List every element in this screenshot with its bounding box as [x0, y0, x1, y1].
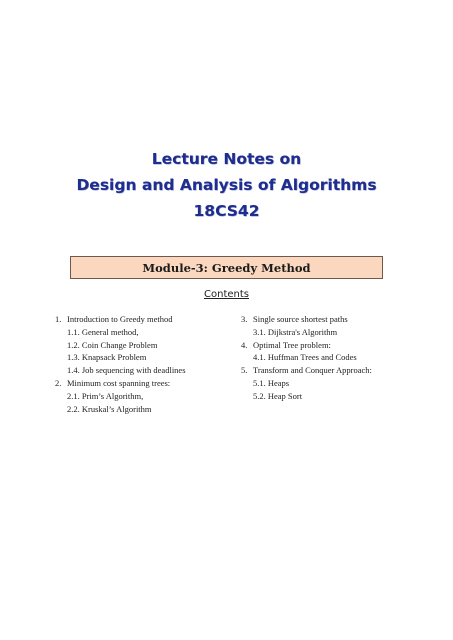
toc-subitem: 5.2. Heap Sort: [253, 390, 303, 401]
toc-item-number: 3.: [241, 314, 248, 324]
toc-item-text: Introduction to Greedy method: [67, 314, 173, 324]
toc-item: [241, 364, 411, 377]
toc-item-number: 4.: [241, 339, 248, 350]
toc-item-text: Optimal Tree problem:: [253, 339, 331, 350]
toc-item: [241, 339, 411, 352]
toc-item-text: Single source shortest paths: [253, 314, 348, 324]
toc-subitem: 5.1. Heaps: [253, 377, 290, 388]
title-line-course-name: Design and Analysis of Algorithms: [76, 176, 377, 194]
toc-subitem: 2.1. Prim’s Algorithm,: [67, 390, 144, 401]
toc-subitem: 1.2. Coin Change Problem: [67, 339, 158, 350]
toc-item: [55, 313, 230, 326]
title-line-lecture-notes: Lecture Notes on: [151, 150, 302, 168]
toc-item-text: Transform and Conquer Approach:: [253, 365, 372, 376]
document-title: [0, 146, 453, 224]
toc-item: [241, 313, 411, 326]
toc-item-text: Minimum cost spanning trees:: [67, 377, 171, 388]
toc-item-number: 5.: [241, 365, 248, 376]
toc-item-number: 1.: [55, 314, 62, 324]
contents-heading: Contents: [204, 289, 249, 300]
toc-subitem: 1.4. Job sequencing with deadlines: [67, 365, 186, 376]
toc-subitem: 1.3. Knapsack Problem: [67, 352, 147, 363]
toc-left-column: [55, 313, 230, 415]
title-line-course-code: 18CS42: [193, 202, 260, 220]
toc-subitem: 2.2. Kruskal’s Algorithm: [67, 403, 152, 414]
toc-subitem: 1.1. General method,: [67, 326, 139, 337]
toc-right-column: [241, 313, 411, 403]
toc-item-number: 2.: [55, 377, 62, 388]
module-banner: [70, 256, 383, 279]
toc-subitem: 3.1. Dijkstra's Algorithm: [253, 326, 338, 337]
toc-item: [55, 377, 230, 390]
toc-subitem: 4.1. Huffman Trees and Codes: [253, 352, 357, 363]
module-title: Module-3: Greedy Method: [142, 260, 311, 275]
